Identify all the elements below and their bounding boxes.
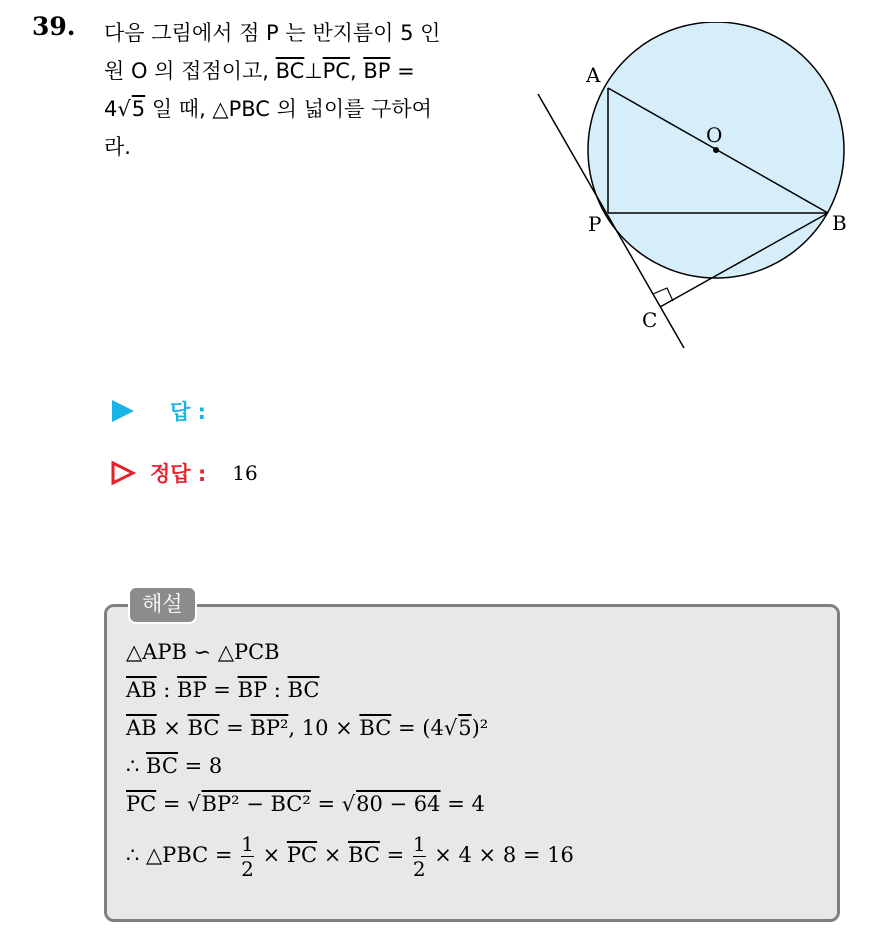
play-icon [110, 398, 136, 424]
correct-answer-label: 정답 : [150, 462, 207, 486]
text: , 10 × [288, 716, 360, 740]
label-b: B [832, 211, 847, 235]
question-line-3 [104, 90, 514, 128]
equals: = [310, 792, 342, 816]
numerator: 1 [412, 832, 426, 856]
radicand: BP² − BC² [201, 792, 311, 816]
text: = 8 [177, 754, 223, 778]
radicand: 80 − 64 [356, 792, 441, 816]
equals: = [206, 678, 238, 702]
segment-bc: $\overline{BC}$ [146, 754, 178, 778]
sqrt-expression: √80 − 64 [341, 792, 441, 816]
segment-pc: $\overline{PC}$ [286, 843, 318, 867]
segment-bc: $\overline{BC}$ [287, 678, 320, 702]
solution-line-3 [126, 716, 488, 740]
comma: , [349, 59, 364, 83]
therefore-symbol: ∴ [126, 754, 147, 778]
center-point [713, 147, 719, 153]
segment-bp: $\overline{BP}$ [363, 59, 391, 83]
geometry-figure [530, 22, 860, 352]
radicand: 5 [458, 716, 472, 740]
perp-symbol: ⊥ [304, 59, 323, 83]
times: × [317, 843, 348, 867]
times: × [156, 716, 188, 740]
label-a: A [586, 63, 601, 87]
segment-ab: $\overline{AB}$ [126, 716, 157, 740]
solution-line-5 [126, 792, 485, 816]
play-outline-icon [110, 460, 136, 486]
question-line-2-a: 원 O 의 접점이고, [104, 59, 276, 83]
denominator: 2 [241, 857, 254, 881]
label-p: P [588, 212, 602, 236]
solution-tag: 해설 [128, 586, 197, 624]
segment-pc: $\overline{PC}$ [322, 59, 350, 83]
times: × [255, 843, 287, 867]
segment-bp: $\overline{BP}$ [237, 678, 268, 702]
text: = 4 [440, 792, 485, 816]
solution-line-2 [126, 678, 319, 702]
segment-bp-squared: BP² [250, 716, 289, 740]
answer-row [110, 396, 206, 426]
fraction [241, 832, 254, 881]
text: = (4 [391, 716, 444, 740]
segment-bc: $\overline{BC}$ [359, 716, 392, 740]
question-number: 39. [32, 12, 76, 41]
question-line-3-rest: 일 때, △PBC 의 넓이를 구하여 [145, 97, 432, 121]
correct-answer-value: 16 [232, 461, 258, 485]
sqrt-five: √5 [443, 716, 472, 740]
equals: = [219, 716, 251, 740]
sqrt-expression: √BP² − BC² [187, 792, 311, 816]
solution-line-1: △APB ∽ △PCB [126, 640, 280, 664]
segment-bp: $\overline{BP}$ [177, 678, 207, 702]
denominator: 2 [412, 857, 426, 881]
radicand: 5 [131, 97, 146, 121]
segment-bc: $\overline{BC}$ [187, 716, 220, 740]
label-c: C [642, 308, 658, 332]
segment-pc: $\overline{PC}$ [126, 792, 157, 816]
segment-ab: $\overline{AB}$ [126, 678, 157, 702]
sqrt-five: √5 [117, 97, 146, 121]
text: ∴ △PBC = [126, 843, 240, 867]
equals: = [390, 59, 415, 83]
solution-line-4 [126, 754, 222, 778]
segment-bc: $\overline{BC}$ [275, 59, 305, 83]
colon: : [267, 678, 288, 702]
equals: = [156, 792, 188, 816]
question-text [104, 14, 514, 166]
text: )² [471, 716, 489, 740]
question-line-2 [104, 52, 514, 90]
correct-answer-row [110, 458, 258, 488]
segment-bc: $\overline{BC}$ [348, 843, 380, 867]
numerator: 1 [241, 832, 254, 856]
question-line-4: 라. [104, 135, 131, 159]
solution-line-6 [126, 832, 574, 881]
fraction [413, 832, 426, 881]
answer-label: 답 : [170, 400, 206, 424]
text: × 4 × 8 = 16 [427, 843, 574, 867]
label-o: O [706, 123, 723, 147]
colon: : [156, 678, 178, 702]
question-line-1: 다음 그림에서 점 P 는 반지름이 5 인 [104, 21, 441, 45]
coefficient: 4 [104, 97, 118, 121]
equals: = [379, 843, 411, 867]
